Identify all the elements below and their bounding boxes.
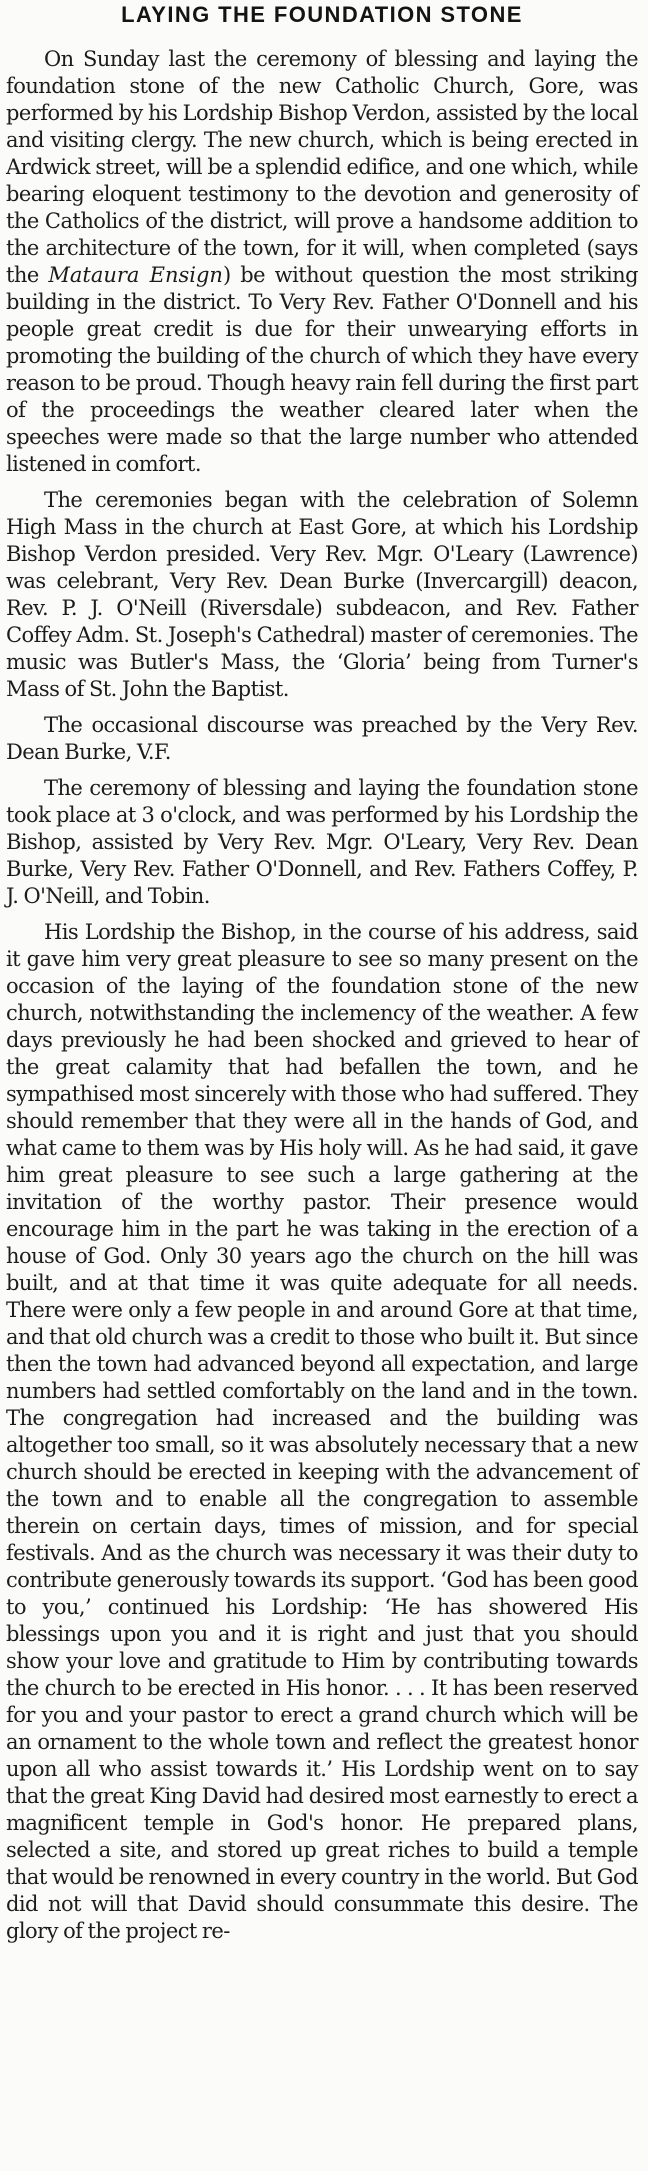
article-body bbox=[6, 46, 638, 1945]
paragraph-1-text-start: On Sunday last the ceremony of blessing and laying the foundation stone of the new Catholic Church, Gore, was performed by his Lordship Bishop Verdon, assisted by the local and visiting clergy. The new church, which is being erected in Ardwick street, will be a splendid edifice, and one which, while bearing eloquent testimony to the devotion and generosity of the Catholics of the district, will prove a handsome addition to the architecture of the town, for it will, when completed (says the bbox=[6, 47, 638, 287]
article-paragraph-3: The occasional discourse was preached by the Very Rev. Dean Burke, V.F. bbox=[6, 713, 638, 764]
article-paragraph-4: The ceremony of blessing and laying the foundation stone took place at 3 o'clock, and was performed by his Lordship the Bishop, assisted by Very Rev. Mgr. O'Leary, Very Rev. Dean Burke, Very Rev. Father O'Donnell, and Rev. Fathers Coffey, P. J. O'Neill, and Tobin. bbox=[6, 776, 638, 908]
article-paragraph-1 bbox=[6, 46, 638, 478]
article-paragraph-5: His Lordship the Bishop, in the course of his address, said it gave him very great pleasure to see so many present on the occasion of the laying of the foundation stone of the new church, notwithstanding the inclemency of the weather. A few days previously he had been shocked and grieved to hear of the great calamity that had befallen the town, and he sympathised most sincerely with those who had suffered. They should remember that they were all in the hands of God, and what came to them was by His holy will. As he had said, it gave him great pleasure to see such a large gathering at the invitation of the worthy pastor. Their presence would encourage him in the part he was taking in the erection of a house of God. Only 30 years ago the church on the hill was built, and at that time it was quite adequate for all needs. There were only a few people in and around Gore at that time, and that old church was a credit to those who built it. But since then the town had advanced beyond all expectation, and large numbers had settled comfortably on the land and in the town. The congregation had increased and the building was altogether too small, so it was absolutely necessary that a new church should be erected in keeping with the advancement of the town and to enable all the congregation to assemble therein on certain days, times of mission, and for special festivals. And as the church was necessary it was their duty to contribute generously towards its support. ‘God has been good to you,’ continued his Lordship: ‘He has showered His blessings upon you and it is right and just that you should show your love and gratitude to Him by contributing towards the church to be erected in His honor. . . . It has been reserved for you and your pastor to erect a grand church which will be an ornament to the whole town and reflect the greatest honor upon all who assist towards it.’ His Lordship went on to say that the great King David had desired most earnestly to erect a magnificent temple in God's honor. He prepared plans, selected a site, and stored up great riches to build a temple that would be renowned in every country in the world. But God did not will that David should consummate this desire. The glory of the project re- bbox=[6, 920, 638, 1943]
article-paragraph-2: The ceremonies began with the celebration of Solemn High Mass in the church at East Gore, at which his Lordship Bishop Verdon presided. Very Rev. Mgr. O'Leary (Lawrence) was celebrant, Very Rev. Dean Burke (Invercargill) deacon, Rev. P. J. O'Neill (Riversdale) subdeacon, and Rev. Father Coffey Adm. St. Joseph's Cathedral) master of ceremonies. The music was Butler's Mass, the ‘Gloria’ being from Turner's Mass of St. John the Baptist. bbox=[6, 488, 638, 701]
newspaper-title-italic: Mataura Ensign bbox=[48, 263, 223, 287]
article-headline: LAYING THE FOUNDATION STONE bbox=[121, 2, 523, 27]
paragraph-1-text-end: ) be without question the most striking building in the district. To Very Rev. Father O'Donnell and his people great credit is due for their unwearying efforts in promoting the building of the church of which they have every reason to be proud. Though heavy rain fell during the first part of the proceedings the weather cleared later when the speeches were made so that the large number who attended listened in comfort. bbox=[6, 263, 639, 476]
